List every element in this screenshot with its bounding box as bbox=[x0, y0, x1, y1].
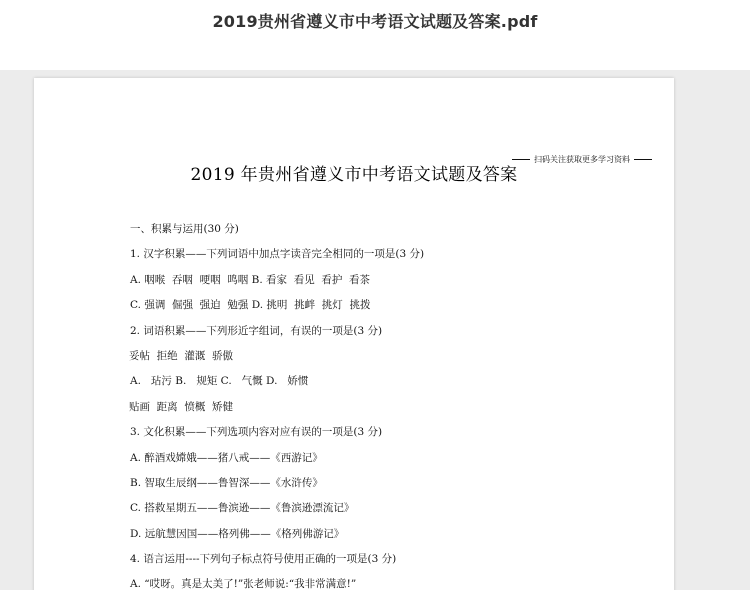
question-4-option-a: A. “哎呀。真是太美了!”张老师说:“我非常满意!” bbox=[130, 578, 357, 590]
question-3-option-c: C. 搭救星期五——鲁滨逊——《鲁滨逊漂流记》 bbox=[130, 502, 355, 515]
question-1-options-ab: A. 咽喉 吞咽 哽咽 鸣咽 B. 看家 看见 看护 看茶 bbox=[130, 273, 371, 286]
document-viewport[interactable] bbox=[0, 70, 750, 590]
pdf-page bbox=[34, 78, 674, 590]
question-1: 1. 汉字积累——下列词语中加点字读音完全相同的一项是(3 分) bbox=[130, 248, 425, 261]
viewer-header bbox=[0, 0, 750, 70]
question-3-option-d: D. 远航慧因国——格列佛——《格列佛游记》 bbox=[130, 527, 345, 540]
question-3: 3. 文化积累——下列选项内容对应有误的一项是(3 分) bbox=[130, 426, 383, 439]
question-2-row-2: 贴画 距离 愤概 矫健 bbox=[129, 400, 234, 413]
question-2-options: A. 玷污 B. 规矩 C. 气慨 D. 娇惯 bbox=[130, 375, 309, 388]
watermark-text: 扫码关注获取更多学习资料 bbox=[534, 155, 630, 164]
question-2-row-1: 妥帖 拒绝 灌溉 骄傲 bbox=[129, 349, 234, 362]
document-body bbox=[130, 217, 650, 590]
question-2: 2. 词语积累——下列形近字组词，有误的一项是(3 分) bbox=[130, 324, 383, 337]
question-3-option-a: A. 醉酒戏嫦娥——猪八戒——《西游记》 bbox=[130, 451, 323, 464]
question-3-option-b: B. 智取生辰纲——鲁智深——《水浒传》 bbox=[130, 476, 323, 489]
question-1-options-cd: C. 强调 倔强 强迫 勉强 D. 挑明 挑衅 挑灯 挑拨 bbox=[130, 299, 371, 312]
file-title: 2019贵州省遵义市中考语文试题及答案.pdf bbox=[212, 12, 538, 31]
question-4: 4. 语言运用----下列句子标点符号使用正确的一项是(3 分) bbox=[130, 553, 397, 566]
section-heading: 一、积累与运用(30 分) bbox=[130, 223, 239, 235]
document-title: 2019 年贵州省遵义市中考语文试题及答案 bbox=[190, 165, 518, 185]
